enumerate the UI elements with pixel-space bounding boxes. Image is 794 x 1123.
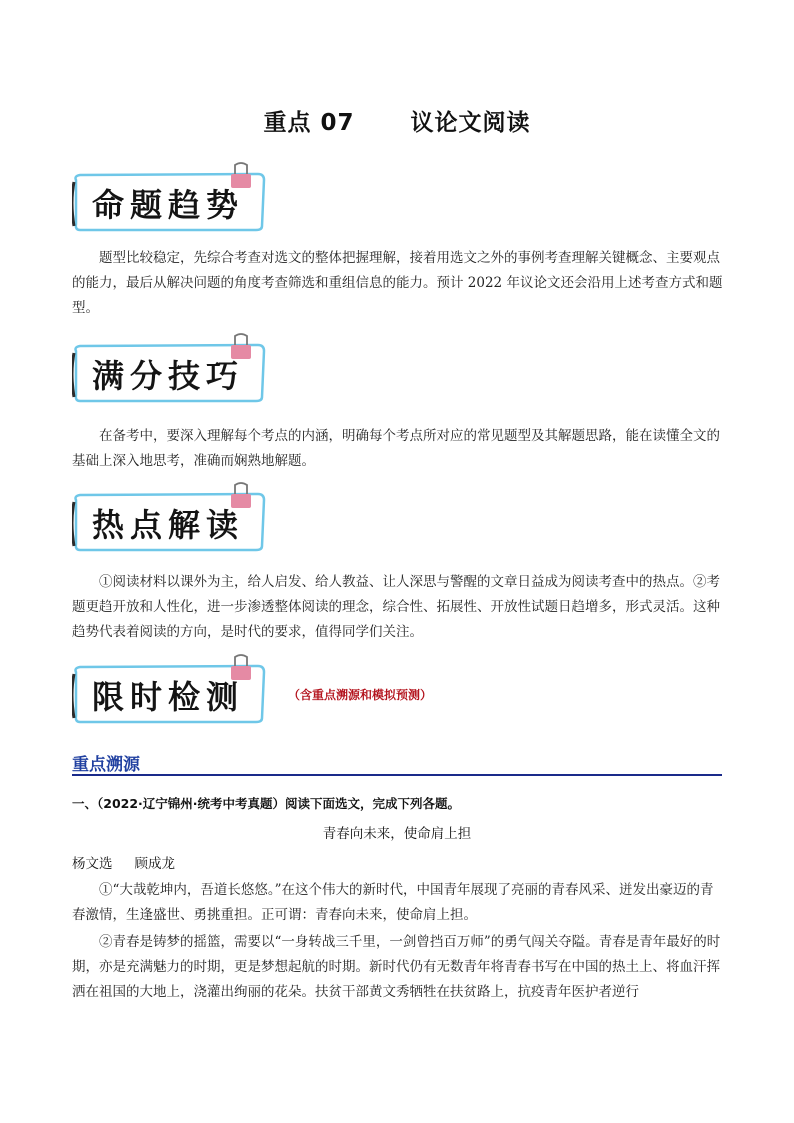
banner-label: 限时检测 bbox=[92, 678, 245, 716]
paragraph-skill: 在备考中，要深入理解每个考点的内涵，明确每个考点所对应的常见题型及其解题思路，能在读懂全文的基础上深入地思考，准确而娴熟地解题。 bbox=[72, 428, 720, 469]
article-paragraph-1: ①“大哉乾坤内，吾道长悠悠。”在这个伟大的新时代，中国青年展现了亮丽的青春风采、迸发出豪迈的青春激情，生逢盛世、勇挑重担。正可谓：青春向未来，使命肩上担。 bbox=[72, 882, 714, 923]
banner-timed-test bbox=[72, 664, 268, 724]
article-title: 青春向未来，使命肩上担 bbox=[322, 826, 472, 842]
paragraph-hotspot: ①阅读材料以课外为主，给人启发、给人教益、让人深思与警醒的文章日益成为阅读考查中的热点。②考题更趋开放和人性化，进一步渗透整体阅读的理念，综合性、拓展性、开放性试题日趋增多，形式灵活。这种趋势代表着阅读的方向，是时代的要求，值得同学们关注。 bbox=[72, 574, 720, 640]
banner-label: 满分技巧 bbox=[92, 357, 245, 395]
question-heading: 一、（2022·辽宁锦州·统考中考真题）阅读下面选文，完成下列各题。 bbox=[72, 796, 461, 811]
banner-label: 热点解读 bbox=[92, 506, 245, 544]
author-name: 顾成龙 bbox=[134, 856, 175, 872]
article-paragraph-2: ②青春是铸梦的摇篮，需要以“一身转战三千里，一剑曾挡百万师”的勇气闯关夺隘。青春是青年最好的时期，亦是充满魅力的时期，更是梦想起航的时期。新时代仍有无数青年将青春书写在中国的热土上、将血汗挥洒在祖国的大地上，浇灌出绚丽的花朵。扶贫干部黄文秀牺牲在扶贫路上，抗疫青年医护者逆行 bbox=[72, 934, 721, 1000]
section-heading bbox=[72, 750, 722, 776]
banner-label: 命题趋势 bbox=[92, 186, 245, 224]
paragraph-trend: 题型比较稳定，先综合考查对选文的整体把握理解，接着用选文之外的事例考查理解关键概念、主要观点的能力，最后从解决问题的角度考查筛选和重组信息的能力。预计 2022 年议论文还会沿用上述考查方式和题型。 bbox=[72, 250, 723, 316]
page-title bbox=[0, 104, 794, 137]
title-topic: 议论文阅读 bbox=[410, 110, 531, 136]
title-code: 重点 07 bbox=[263, 110, 355, 136]
banner-trend bbox=[72, 172, 268, 232]
banner-hotspot bbox=[72, 492, 268, 552]
banner-note: （含重点溯源和模拟预测） bbox=[288, 688, 433, 702]
section-title: 重点溯源 bbox=[72, 755, 140, 775]
banner-skill bbox=[72, 343, 268, 403]
article-author bbox=[72, 852, 175, 872]
author-prefix: 杨文选 bbox=[72, 856, 113, 872]
